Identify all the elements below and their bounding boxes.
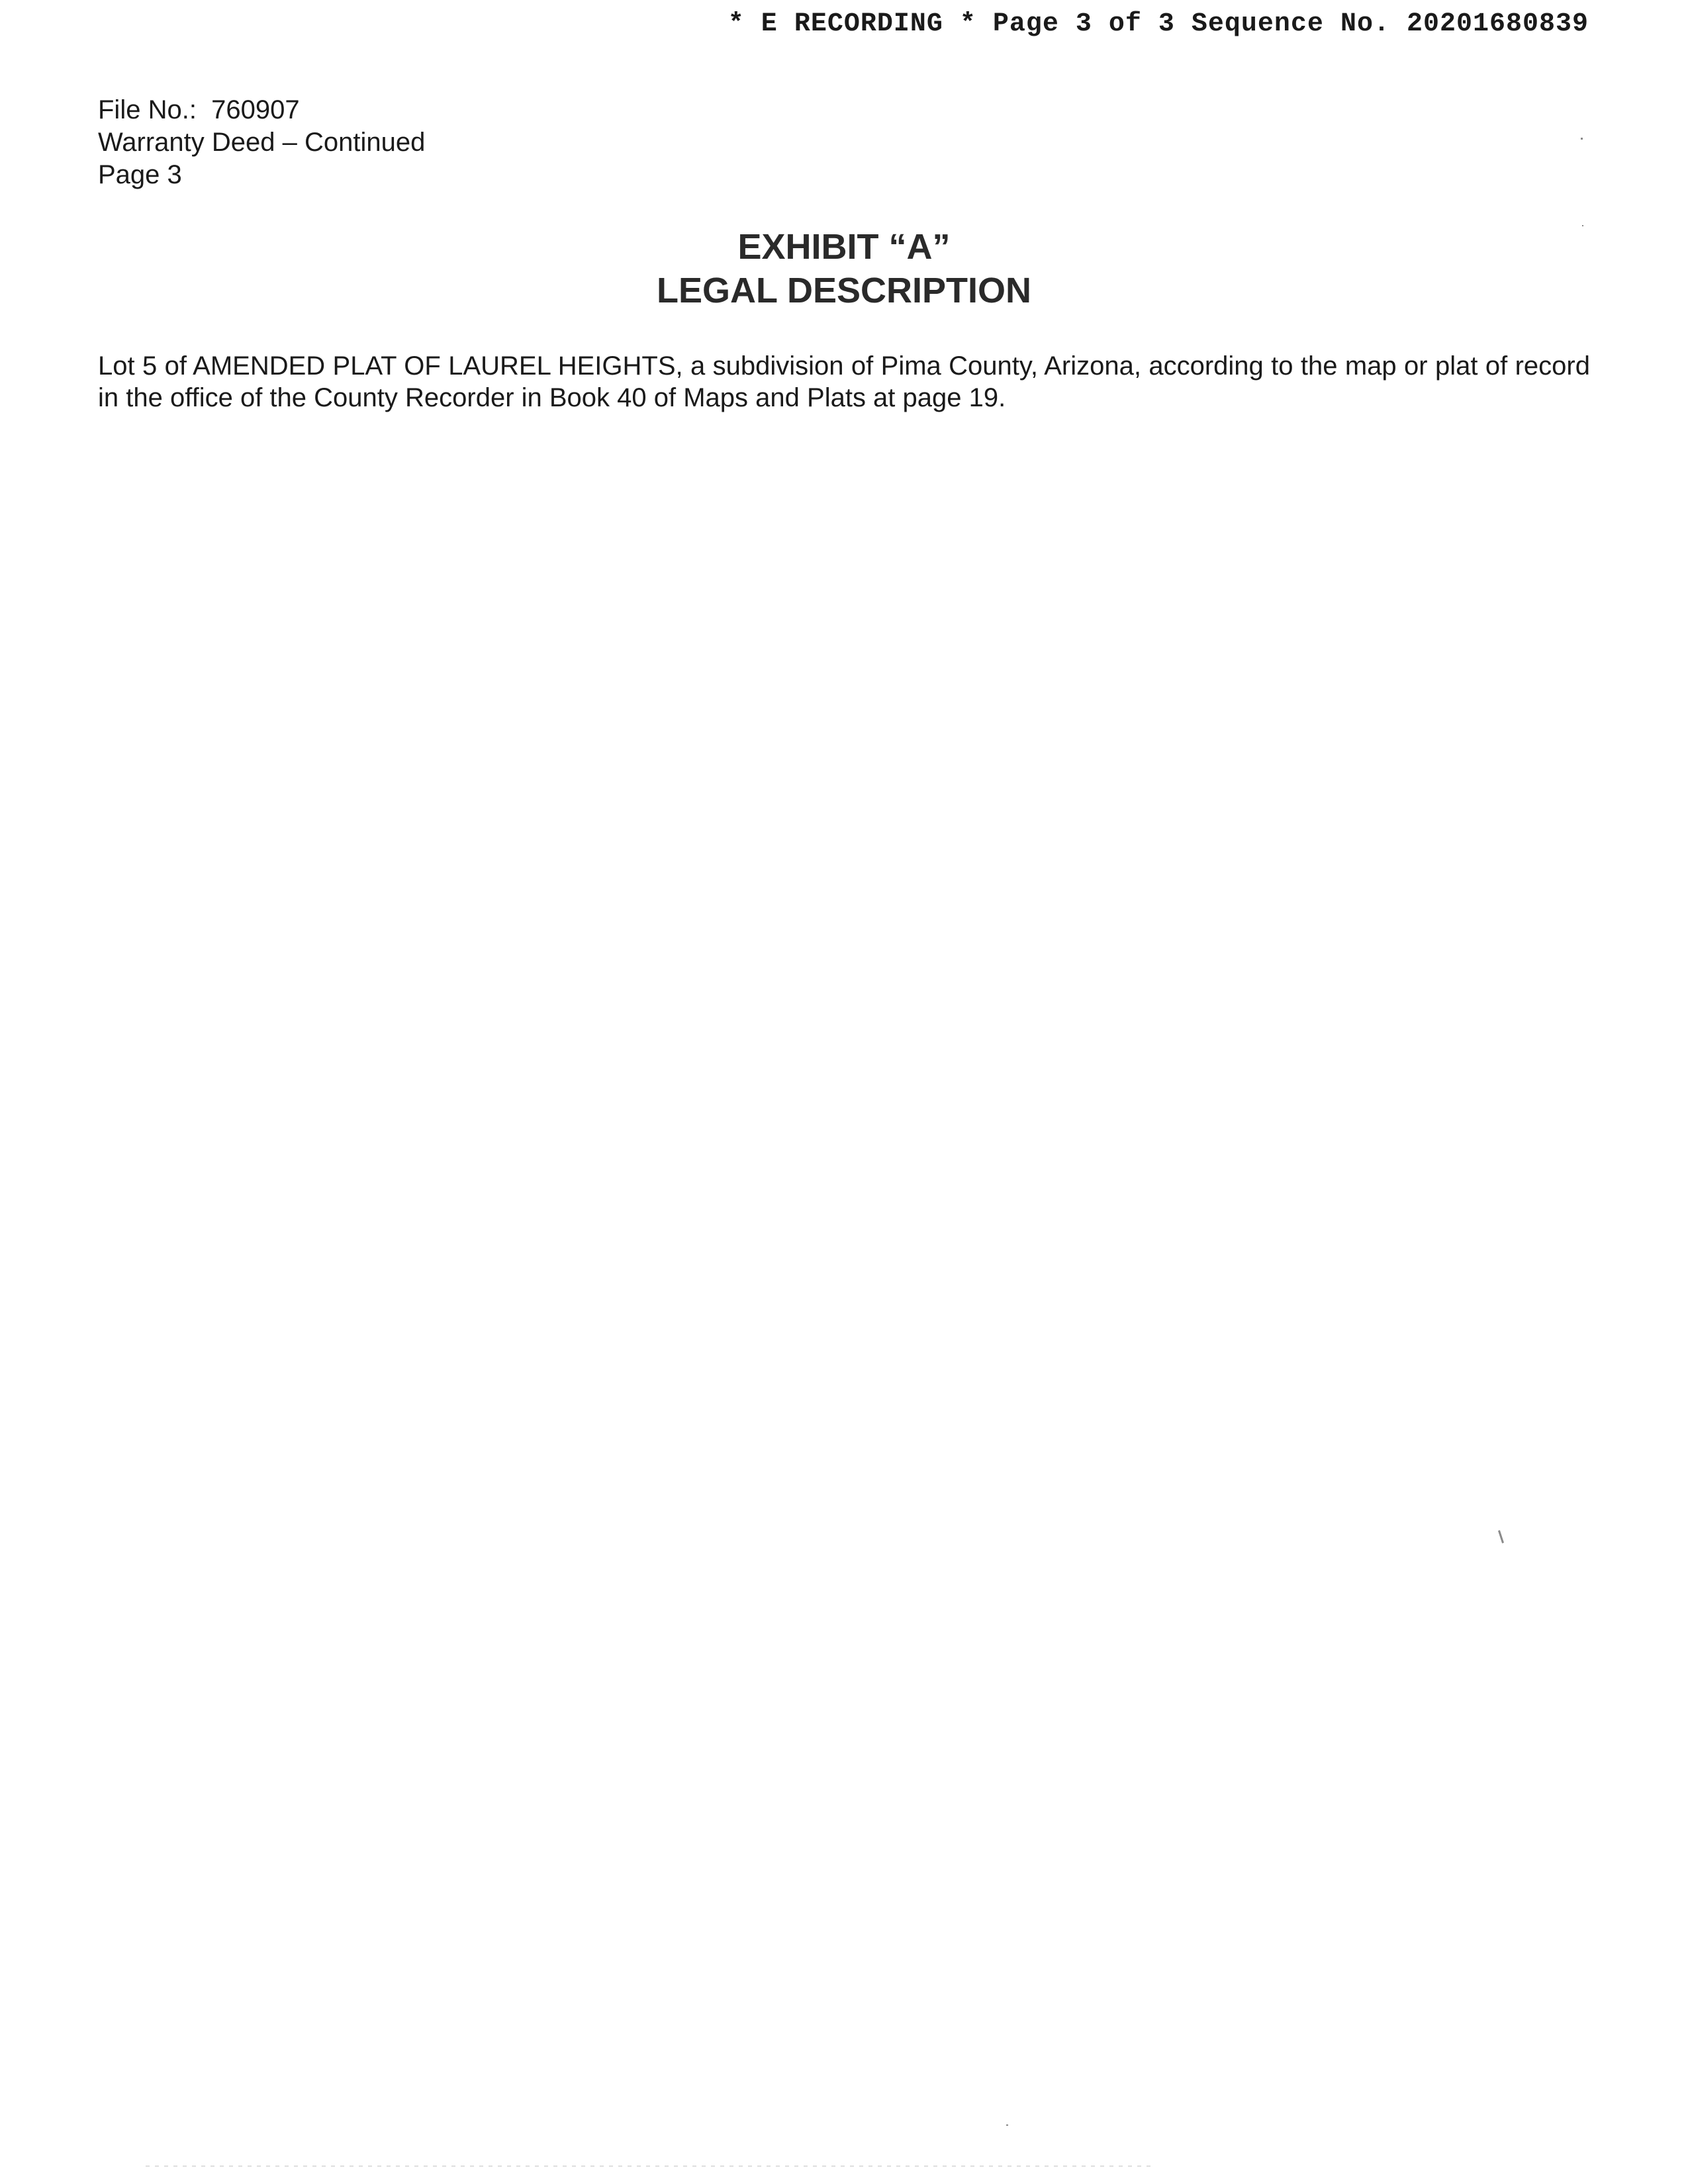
page-number: Page 3 <box>98 160 182 189</box>
scan-speck <box>1582 225 1583 226</box>
file-number: File No.: 760907 <box>98 95 300 124</box>
scan-speck <box>1581 138 1583 140</box>
scan-speck <box>1498 1530 1504 1543</box>
file-info-block <box>98 94 425 191</box>
exhibit-title: EXHIBIT “A” <box>737 227 951 267</box>
legal-description-paragraph: Lot 5 of AMENDED PLAT OF LAUREL HEIGHTS, a subdivision of Pima County, Arizona, according to the map or plat of record in the office of the County Recorder in Book 40 of Maps and Plats at page 19. <box>98 351 1590 412</box>
scan-speck <box>1006 2124 1008 2126</box>
document-type: Warranty Deed – Continued <box>98 128 426 157</box>
recording-stamp-header: * E RECORDING * Page 3 of 3 Sequence No. 20201680839 <box>727 9 1589 39</box>
scan-noise-strip <box>146 2165 1152 2167</box>
exhibit-heading <box>0 225 1688 312</box>
exhibit-subtitle: LEGAL DESCRIPTION <box>656 271 1032 310</box>
